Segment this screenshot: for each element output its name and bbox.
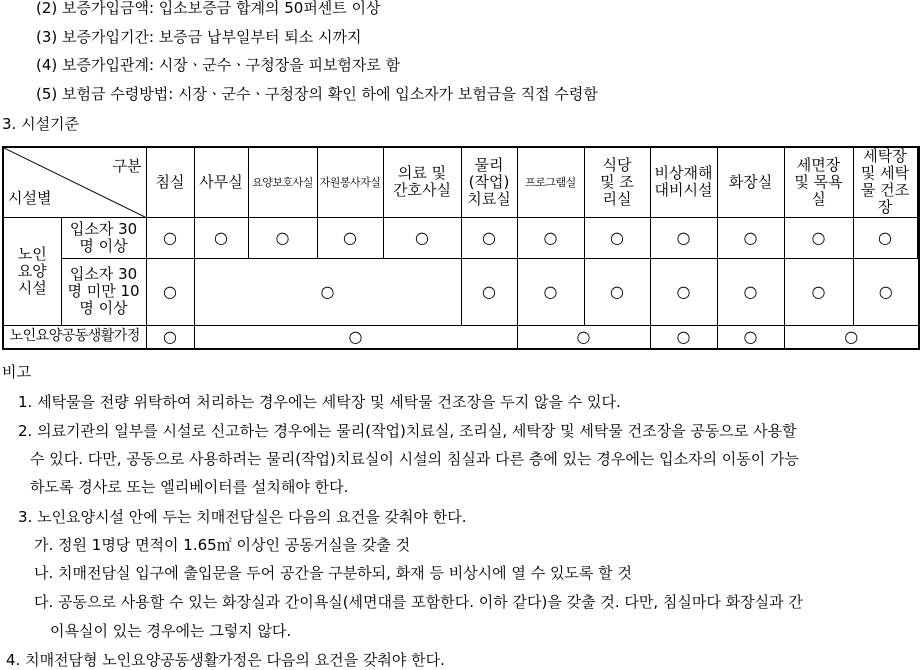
mark-cell: ○ [717,217,784,258]
mark-cell: ○ [194,258,461,325]
header-text: 비상재해 대비시설 [654,164,713,200]
row-label: 입소자 30명 이상 [69,219,138,255]
mark-cell: ○ [717,325,784,349]
header-cell: 침실 [146,147,194,217]
remark-line: 4. 치매전담형 노인요양공동생활가정은 다음의 요건을 갖춰야 한다. [6,651,445,669]
header-text: 의료 및 간호사실 [393,164,451,200]
remark-line: 다. 공동으로 사용할 수 있는 화장실과 간이욕실(세면대를 포함한다. 이하 같다)을 갖출 것. 다만, 침실마다 화장실과 간 [34,593,803,611]
facility-standards-table [2,146,920,350]
mark-cell: ○ [650,258,717,325]
table-corner-header [3,147,146,217]
remark-line: 나. 치매전담실 입구에 출입문을 두어 공간을 구분하되, 화재 등 비상시에 열 수 있도록 할 것 [34,564,632,582]
mark-cell: ○ [853,217,917,258]
corner-bottom-label: 시설별 [8,188,52,207]
top-item: (2) 보증가입금액: 입소보증금 합계의 50퍼센트 이상 [36,0,381,17]
mark-cell: ○ [650,325,717,349]
mark-cell: ○ [461,258,517,325]
mark-cell: ○ [584,217,650,258]
top-item: (3) 보증가입기간: 보증금 납부일부터 퇴소 시까지 [36,28,362,46]
remark-line: 수 있다. 다만, 공동으로 사용하려는 물리(작업)치료실이 시설의 침실과 다른 층에 있는 경우에는 입소자의 이동이 가능 [30,450,800,468]
mark-cell: ○ [461,217,517,258]
header-cell: 자원봉사자실 [317,147,383,217]
corner-top-label: 구분 [112,157,142,175]
mark-cell: ○ [194,217,248,258]
mark-cell: ○ [717,258,784,325]
remark-line: 하도록 경사로 또는 엘리베이터를 설치해야 한다. [30,478,349,496]
mark-cell: ○ [650,217,717,258]
top-item: (4) 보증가입관계: 시장ㆍ군수ㆍ구청장을 피보험자로 함 [36,56,401,74]
header-text: 세탁장 및 세탁물 건조장 [860,147,910,217]
row-label-cell: 노인요양공동생활가정 [3,325,146,349]
section-title: 3. 시설기준 [2,115,80,133]
header-cell: 프로그램실 [517,147,584,217]
row-label: 입소자 30명 미만 10명 이상 [67,265,140,317]
mark-cell: ○ [194,325,517,349]
remarks-title: 비고 [2,363,31,381]
mark-cell: ○ [784,217,853,258]
mark-cell: ○ [146,217,194,258]
mark-cell: ○ [517,217,584,258]
remark-line: 가. 정원 1명당 면적이 1.65㎡ 이상인 공동거실을 갖출 것 [34,536,411,554]
header-cell: 사무실 [194,147,248,217]
header-text: 식당 및 조리실 [600,155,634,208]
mark-cell: ○ [784,325,919,349]
mark-cell: ○ [784,258,853,325]
header-cell: 화장실 [717,147,784,217]
header-cell [650,147,717,217]
row-label-cell [61,258,146,325]
header-cell [461,147,517,217]
remark-line: 3. 노인요양시설 안에 두는 치매전담실은 다음의 요건을 갖춰야 한다. [18,508,467,526]
header-cell [853,147,917,217]
group-label: 노인 요양 시설 [17,244,47,297]
mark-cell: ○ [853,258,919,325]
mark-cell: ○ [248,217,317,258]
header-cell [584,147,650,217]
remark-line: 이욕실이 있는 경우에는 그렇지 않다. [50,622,292,640]
header-cell: 요양보호사실 [248,147,317,217]
remark-line: 1. 세탁물을 전량 위탁하여 처리하는 경우에는 세탁장 및 세탁물 건조장을 두지 않을 수 있다. [18,393,621,411]
header-text: 세면장 및 목욕실 [794,155,843,208]
row-label-cell [61,217,146,258]
mark-cell: ○ [584,258,650,325]
top-item: (5) 보험금 수령방법: 시장ㆍ군수ㆍ구청장의 확인 하에 입소자가 보험금을 직접 수령함 [36,85,598,103]
mark-cell: ○ [146,325,194,349]
mark-cell: ○ [146,258,194,325]
header-cell [784,147,853,217]
remark-line: 2. 의료기관의 일부를 시설로 신고하는 경우에는 물리(작업)치료실, 조리실, 세탁장 및 세탁물 건조장을 공동으로 사용할 [18,422,797,440]
header-cell [383,147,461,217]
mark-cell: ○ [383,217,461,258]
group-label-cell [3,217,61,325]
mark-cell: ○ [517,325,650,349]
header-text: 물리 (작업) 치료실 [467,155,511,208]
mark-cell: ○ [517,258,584,325]
mark-cell: ○ [317,217,383,258]
